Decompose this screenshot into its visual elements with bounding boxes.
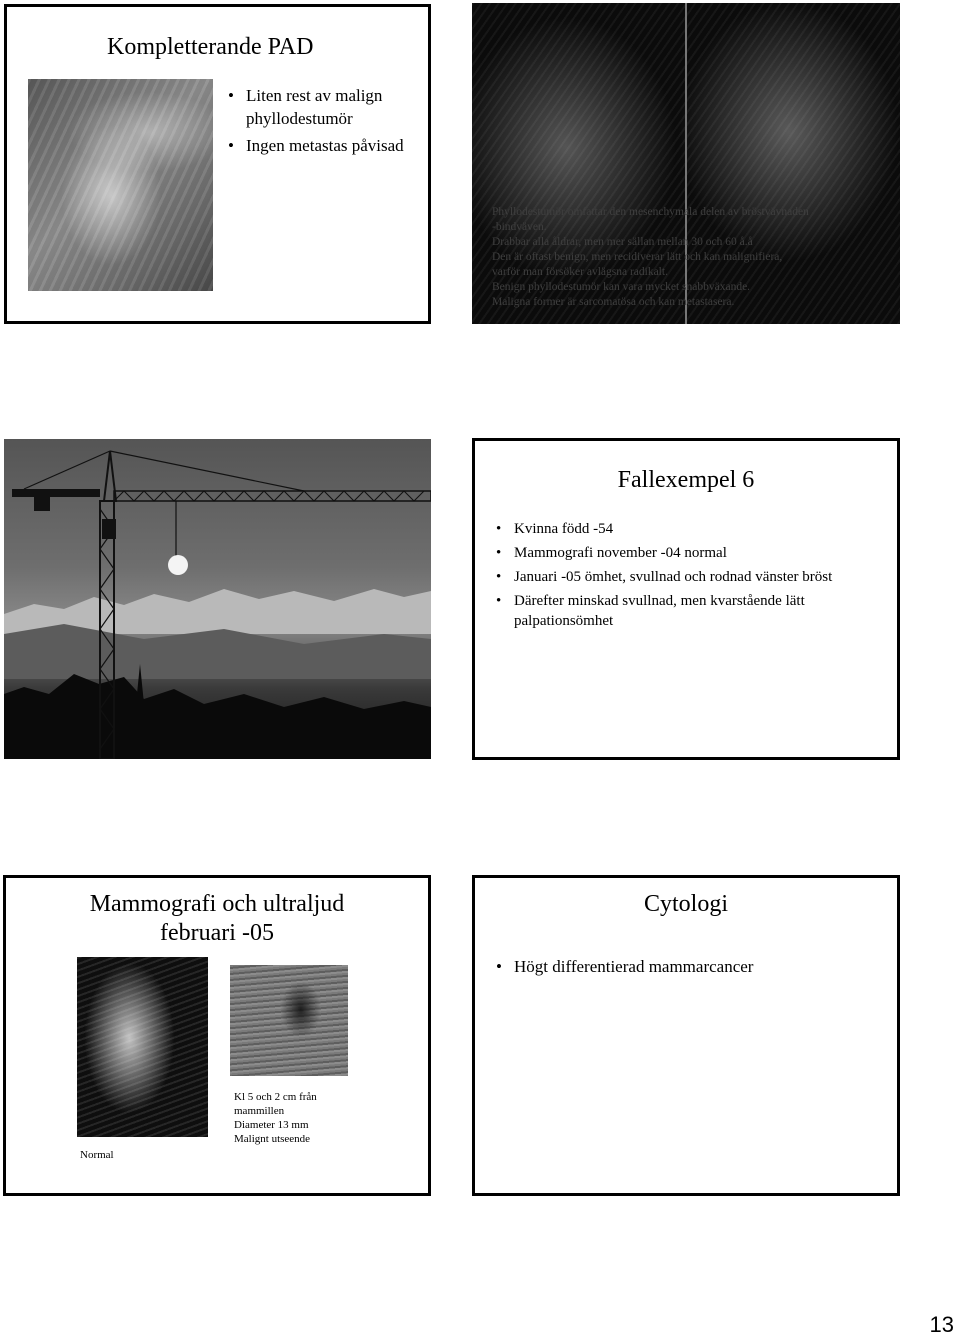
ultrasound-image (230, 965, 348, 1076)
slide-title: Fallexempel 6 (617, 467, 755, 493)
overlay-text (492, 205, 897, 310)
caption-normal: Normal (80, 1149, 114, 1161)
bullet-list (226, 84, 426, 157)
crane-moon-photo (4, 439, 431, 759)
slide-title: Kompletterande PAD (107, 34, 314, 60)
slide-mammografi-ultraljud (3, 875, 431, 1196)
crane-tie (110, 451, 304, 491)
counter-jib (12, 489, 100, 497)
mammogram-image (77, 957, 208, 1137)
caption-line: Kl 5 och 2 cm från (234, 1091, 317, 1103)
list-item: • Högt differentierad mammarcancer (494, 956, 894, 978)
bullet-list (494, 519, 894, 631)
list-item: • Ingen metastas påvisad (226, 134, 426, 157)
list-item: • Mammografi november -04 normal (494, 543, 894, 563)
caption-findings (234, 1090, 317, 1146)
crane-jib-lattice (114, 491, 424, 501)
caption-line: mammillen (234, 1105, 285, 1117)
overlay-line: Benign phyllodestumör kan vara mycket snabbväxande. (492, 281, 751, 293)
slide-title (6, 890, 428, 948)
overlay-line: -bindväven. (492, 221, 547, 233)
slide-fallexempel-6 (472, 438, 900, 760)
bullet-list (494, 956, 894, 978)
title-line: Mammografi och ultraljud (89, 891, 345, 917)
crane-tie (24, 451, 110, 489)
crane-scene (4, 439, 431, 759)
crane-cab (102, 519, 116, 539)
caption-line: Diameter 13 mm (234, 1119, 309, 1131)
overlay-line: Drabbar alla åldrar, men mer sällan mellan 30 och 60 å.å (492, 236, 753, 248)
slide-kompletterande-pad (4, 4, 431, 324)
title-line: februari -05 (160, 920, 274, 946)
page-number: 13 (929, 1312, 954, 1337)
caption-line: Malignt utseende (234, 1133, 311, 1145)
slide-title: Cytologi (643, 891, 728, 917)
moon (168, 555, 188, 575)
list-item: • Liten rest av malign phyllodestumör (226, 84, 426, 130)
list-item: • Kvinna född -54 (494, 519, 894, 539)
list-item: • Januari -05 ömhet, svullnad och rodnad vänster bröst (494, 567, 894, 587)
overlay-line: Den är oftast benign, men recidiverar lätt och kan malignifiera, (492, 251, 783, 263)
counterweight (34, 497, 50, 511)
crane-tower-top (104, 451, 116, 501)
list-item: • Därefter minskad svullnad, men kvarstående lätt palpationsömhet (494, 591, 894, 631)
slide-cytologi (472, 875, 900, 1196)
slide-mammogram-overlay (472, 3, 900, 324)
overlay-line: Phyllodestumör omfattar den mesenchymala delen av bröstvävnaden (492, 206, 809, 218)
overlay-line: Maligna former är sarcomatösa och kan metastasera. (492, 296, 735, 308)
tree-line (4, 674, 431, 759)
overlay-line: varför man försöker avlägsna radikalt. (492, 266, 668, 278)
mammogram-image (28, 79, 213, 291)
